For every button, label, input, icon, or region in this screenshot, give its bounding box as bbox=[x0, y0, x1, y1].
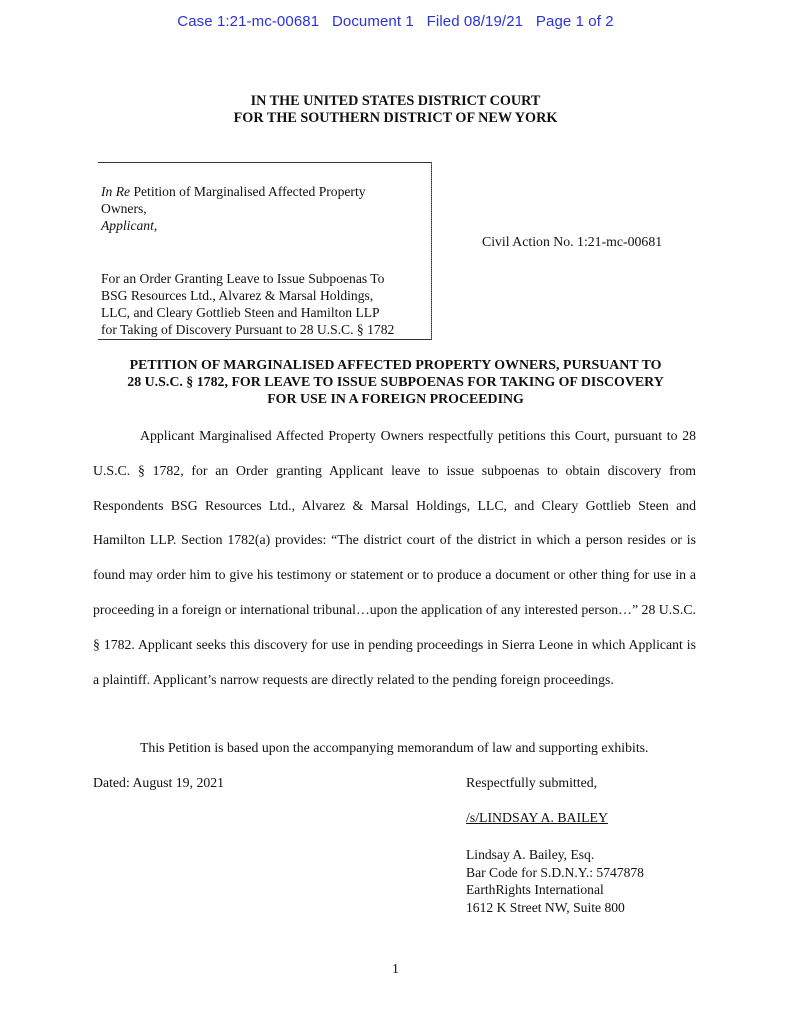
petition-title bbox=[0, 357, 791, 408]
caption-order-line1: For an Order Granting Leave to Issue Subpoenas To bbox=[101, 271, 385, 286]
attorney-contact-block bbox=[466, 846, 644, 916]
caption-party-line2: Owners, bbox=[101, 201, 147, 216]
civil-action-number: Civil Action No. 1:21-mc-00681 bbox=[482, 234, 663, 249]
closing-line: Respectfully submitted, bbox=[466, 775, 598, 790]
caption-party-text: Petition of Marginalised Affected Property bbox=[130, 184, 366, 199]
in-re-label: In Re bbox=[101, 184, 131, 199]
court-title-line2: FOR THE SOUTHERN DISTRICT OF NEW YORK bbox=[233, 110, 558, 126]
body-paragraph-1 bbox=[93, 419, 696, 697]
organization-name: EarthRights International bbox=[466, 882, 604, 897]
caption-role: Applicant, bbox=[101, 218, 158, 233]
signature-line: /s/LINDSAY A. BAILEY bbox=[466, 810, 608, 825]
body-paragraph-2-text: This Petition is based upon the accompanying memorandum of law and supporting exhibits. bbox=[140, 740, 649, 755]
petition-title-line2: 28 U.S.C. § 1782, FOR LEAVE TO ISSUE SUBPOENAS FOR TAKING OF DISCOVERY bbox=[127, 375, 664, 390]
court-title bbox=[0, 93, 791, 127]
bar-code: Bar Code for S.D.N.Y.: 5747878 bbox=[466, 864, 644, 880]
body-paragraph-2 bbox=[93, 731, 696, 766]
caption-order bbox=[101, 270, 429, 338]
attorney-name: Lindsay A. Bailey, Esq. bbox=[466, 847, 595, 862]
court-title-line1: IN THE UNITED STATES DISTRICT COURT bbox=[250, 93, 541, 109]
caption-order-line2: BSG Resources Ltd., Alvarez & Marsal Holdings, bbox=[101, 288, 374, 303]
case-caption-box bbox=[98, 162, 432, 340]
page-number: 1 bbox=[392, 961, 399, 976]
caption-party-line1 bbox=[101, 183, 421, 200]
ecf-header-stamp: Case 1:21-mc-00681 Document 1 Filed 08/19/21 Page 1 of 2 bbox=[177, 13, 614, 30]
caption-order-line3: LLC, and Cleary Gottlieb Steen and Hamilton LLP bbox=[101, 305, 380, 320]
caption-divider bbox=[431, 163, 432, 339]
street-address: 1612 K Street NW, Suite 800 bbox=[466, 899, 625, 915]
petition-title-line3: FOR USE IN A FOREIGN PROCEEDING bbox=[267, 392, 524, 407]
caption-order-line4: for Taking of Discovery Pursuant to 28 U.S.C. § 1782 bbox=[101, 322, 395, 337]
dated-line: Dated: August 19, 2021 bbox=[93, 775, 225, 790]
body-paragraph-1-text: Applicant Marginalised Affected Property Owners respectfully petitions this Court, pursuant to 28 U.S.C. § 1782, for an Order granting Applicant leave to issue subpoenas to obtain discovery from Respondents BSG Resources Ltd., Alvarez & Marsal Holdings, LLC, and Cleary Gottlieb Steen and Hamilton LLP. Section 1782(a) provides: “The district court of the district in which a person resides or is found may order him to give his testimony or statement or to produce a document or other thing for use in a proceeding in a foreign or international tribunal…upon the application of any interested person…” 28 U.S.C. § 1782. Applicant seeks this discovery for use in pending proceedings in Sierra Leone in which Applicant is a plaintiff. Applicant’s narrow requests are directly related to the pending foreign proceedings. bbox=[93, 428, 696, 687]
caption-party bbox=[101, 183, 421, 234]
petition-title-line1: PETITION OF MARGINALISED AFFECTED PROPERTY OWNERS, PURSUANT TO bbox=[129, 358, 662, 373]
